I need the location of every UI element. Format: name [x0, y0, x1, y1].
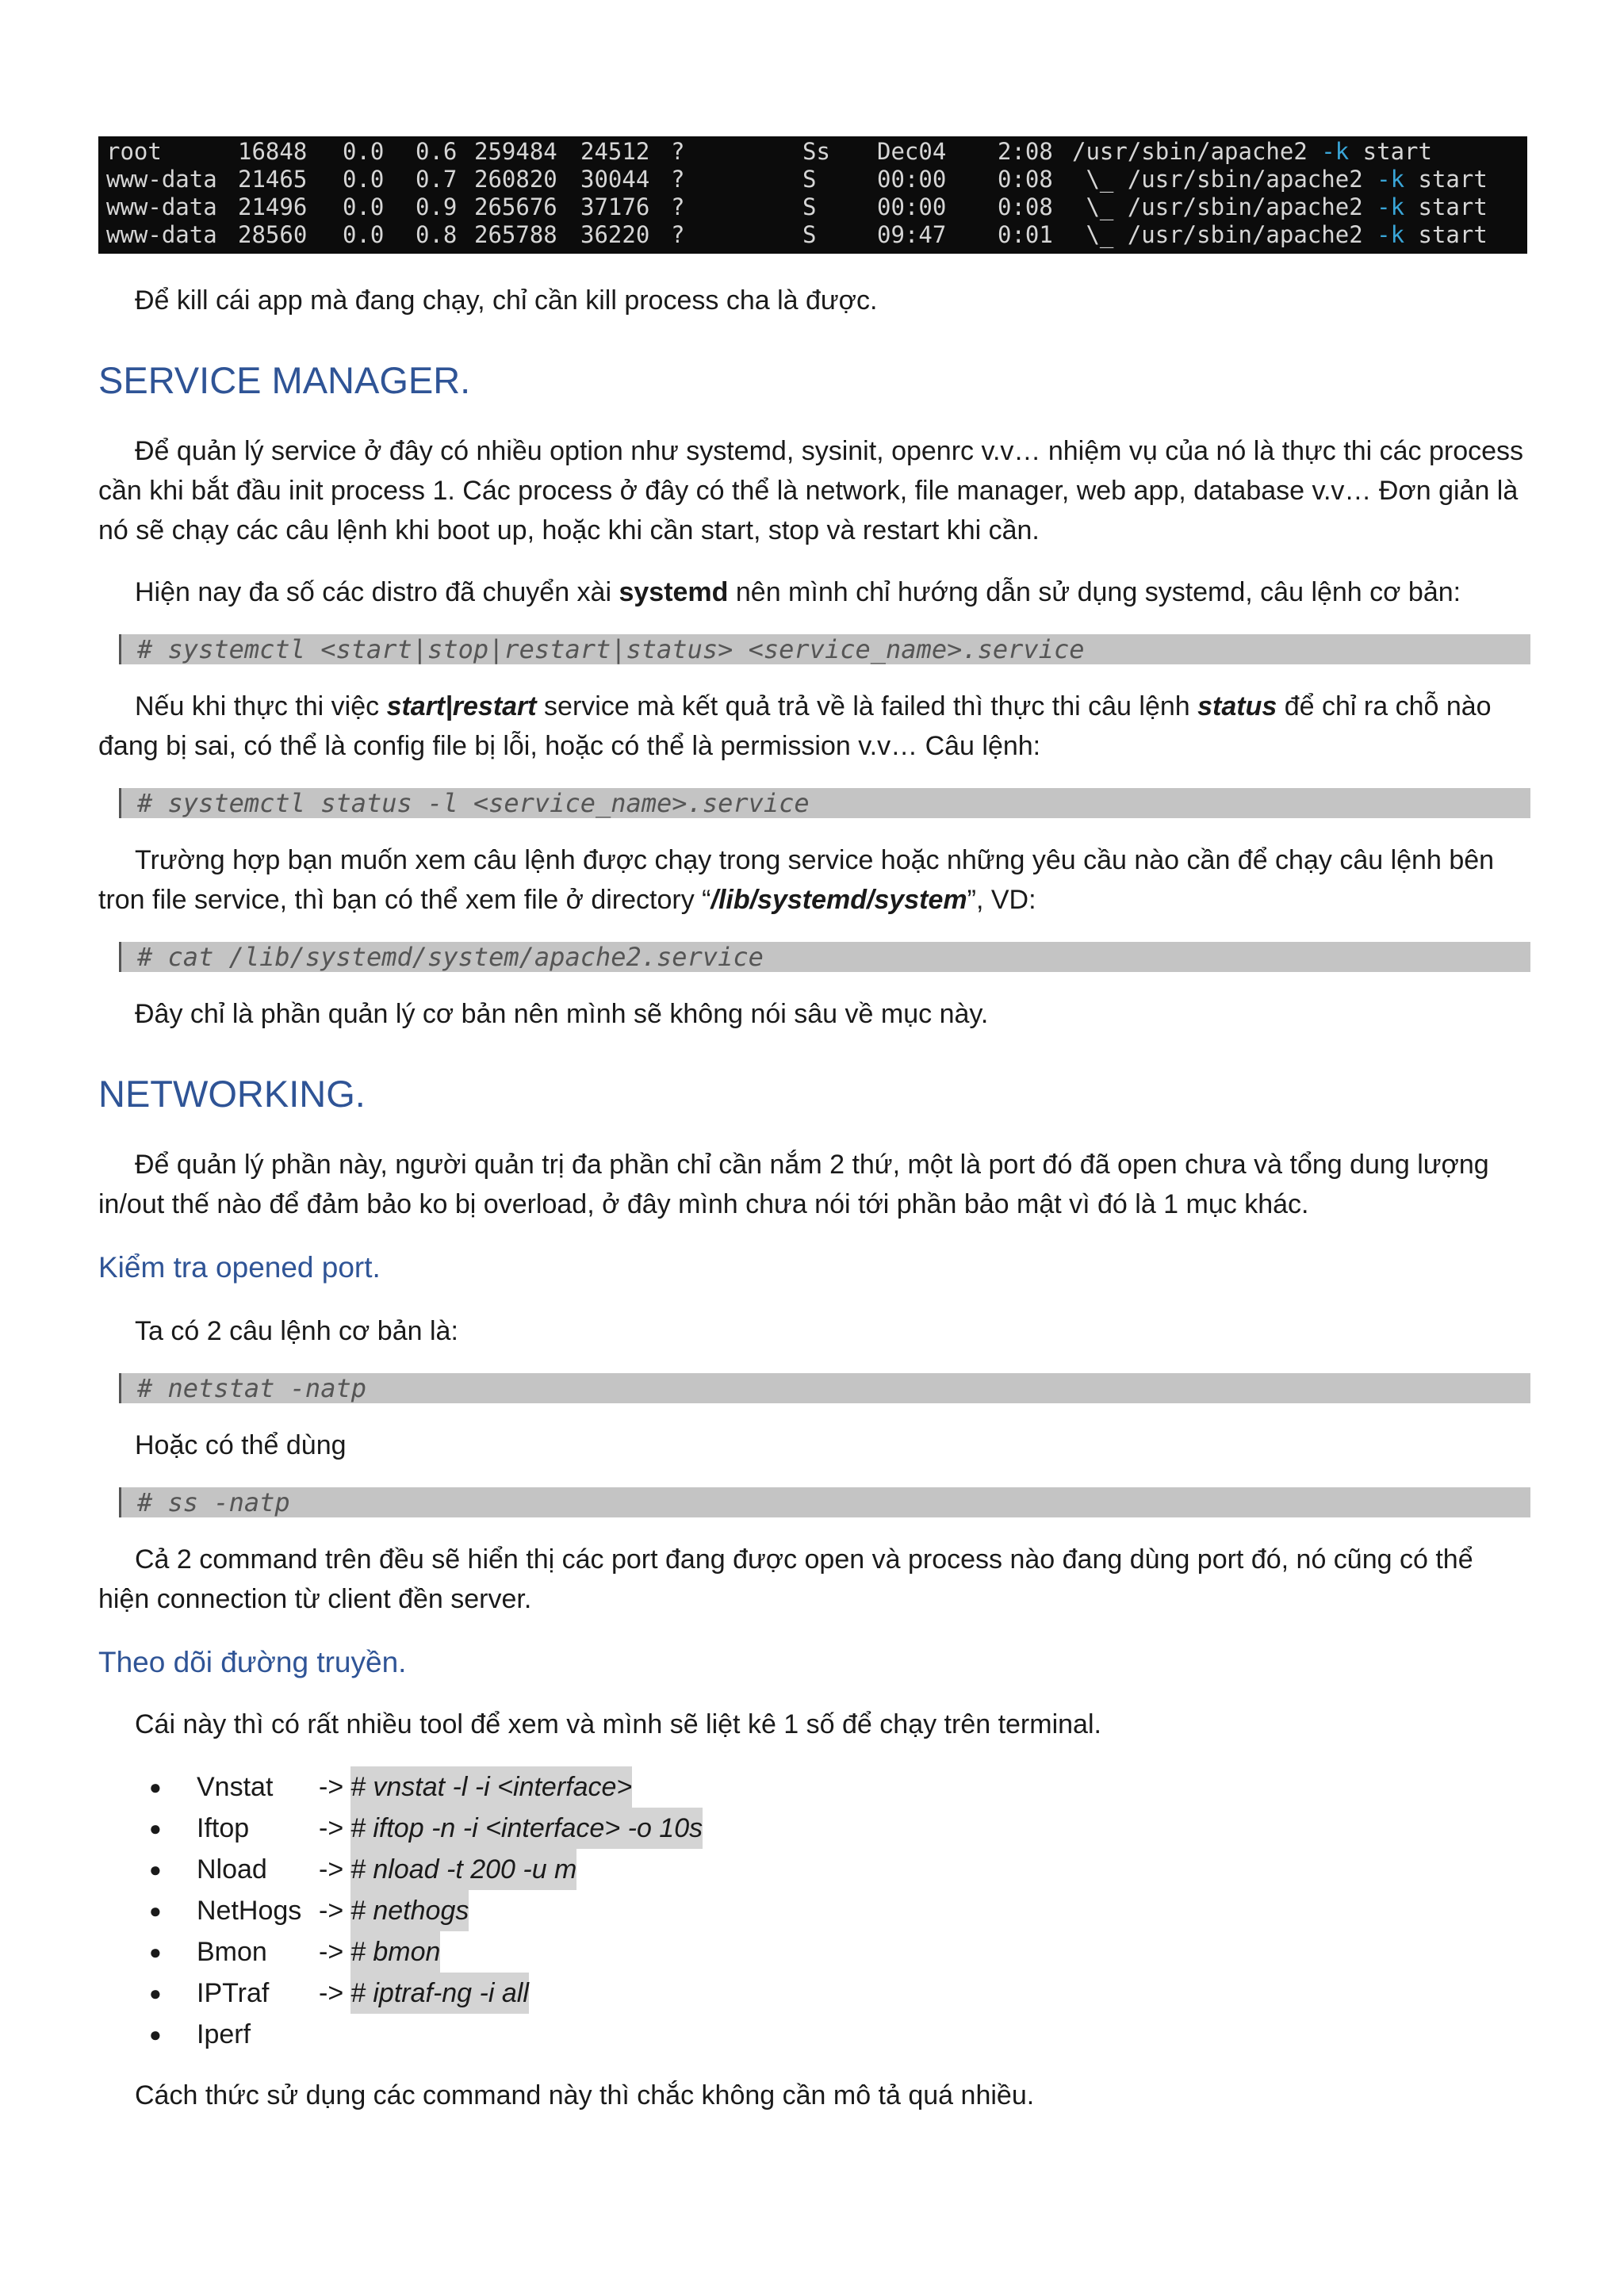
bullet-icon: ● [149, 1940, 162, 1964]
term-stat: Ss [802, 138, 830, 165]
tool-command: # iptraf-ng -i all [350, 1973, 529, 2014]
code-block-cat: # cat /lib/systemd/system/apache2.service [119, 942, 1530, 972]
paragraph-service-basic: Đây chỉ là phần quản lý cơ bản nên mình sẽ không nói sâu về mục này. [135, 999, 989, 1029]
term-tty: ? [671, 193, 685, 220]
tool-command: # bmon [350, 1931, 440, 1973]
paragraph-service-file [98, 840, 1529, 920]
bullet-icon: ● [149, 1981, 162, 2005]
term-time: 2:08 [998, 138, 1053, 165]
paragraph-kill: Để kill cái app mà đang chạy, chỉ cần kill process cha là được. [135, 285, 878, 316]
text-bold-italic: status [1197, 691, 1277, 721]
text: ”, VD: [967, 885, 1036, 915]
text: nên mình chỉ hướng dẫn sử dụng systemd, câu lệnh cơ bản: [728, 577, 1461, 607]
term-start: 09:47 [877, 221, 947, 248]
tool-command: # iftop -n -i <interface> -o 10s [350, 1808, 703, 1849]
paragraph-ports-intro: Ta có 2 câu lệnh cơ bản là: [135, 1316, 458, 1346]
term-vsz: 265788 [474, 221, 557, 248]
term-vsz: 265676 [474, 193, 557, 220]
text: service mà kết quả trả về là failed thì thực thi câu lệnh [536, 691, 1198, 721]
term-start: Dec04 [877, 138, 947, 165]
term-cmd-path: \_ /usr/sbin/apache2 [1072, 221, 1377, 248]
terminal-screenshot [98, 136, 1527, 254]
term-tty: ? [671, 166, 685, 193]
paragraph-service-intro: Để quản lý service ở đây có nhiều option như systemd, sysinit, openrc v.v… nhiệm vụ của nó là thực thi các process cần khi bắt đầu init process 1. Các process ở đây có thể là network, file manager, web app, database v.v… Đơn giản là nó sẽ chạy các câu lệnh khi boot up, hoặc khi cần start, stop và restart khi cần. [98, 436, 1524, 545]
term-stat: S [802, 166, 817, 193]
arrow: -> [319, 1813, 344, 1843]
term-flag: -k [1321, 138, 1350, 165]
paragraph-closing: Cách thức sử dụng các command này thì chắc không cần mô tả quá nhiều. [135, 2080, 1035, 2110]
term-cpu: 0.0 [343, 221, 385, 248]
term-start: 00:00 [877, 193, 947, 220]
term-time: 0:08 [998, 193, 1053, 220]
terminal-row [98, 221, 1488, 249]
text: để chỉ ra chỗ nào đang bị sai, có thể là config file bị lỗi, hoặc có thể là permission v.v… Câu lệnh: [98, 691, 1492, 761]
term-command [1072, 193, 1488, 221]
tool-name: Iperf [197, 2019, 251, 2049]
term-pid: 28560 [238, 221, 308, 248]
arrow: -> [319, 1854, 344, 1885]
term-mem: 0.9 [416, 193, 458, 220]
heading-traffic: Theo dõi đường truyền. [98, 1646, 407, 1678]
term-time: 0:08 [998, 166, 1053, 193]
code-block-netstat: # netstat -natp [119, 1373, 1530, 1403]
text: Trường hợp bạn muốn xem câu lệnh được chạy trong service hoặc những yêu cầu nào cần để chạy câu lệnh bên tron file service, thì bạn có thể xem file ở directory “ [98, 845, 1495, 915]
term-arg: start [1349, 138, 1432, 165]
arrow: -> [319, 1896, 344, 1926]
term-command [1072, 166, 1488, 193]
text: Nếu khi thực thi việc [135, 691, 387, 721]
term-command [1072, 138, 1432, 166]
paragraph-or-use: Hoặc có thể dùng [135, 1430, 347, 1460]
term-tty: ? [671, 221, 685, 248]
term-cmd-path: \_ /usr/sbin/apache2 [1072, 166, 1377, 193]
tool-name: Bmon [197, 1937, 267, 1967]
terminal-row [98, 138, 1432, 166]
terminal-row [98, 193, 1488, 221]
paragraph-status [98, 687, 1529, 766]
term-cmd-path: /usr/sbin/apache2 [1072, 138, 1322, 165]
term-user: www-data [106, 166, 217, 193]
paragraph-traffic-intro: Cái này thì có rất nhiều tool để xem và mình sẽ liệt kê 1 số để chạy trên terminal. [135, 1709, 1101, 1739]
term-user: root [106, 138, 162, 165]
heading-networking: NETWORKING. [98, 1073, 366, 1115]
term-pid: 21465 [238, 166, 308, 193]
term-mem: 0.8 [416, 221, 458, 248]
paragraph-systemd [98, 572, 1529, 612]
term-cpu: 0.0 [343, 166, 385, 193]
term-time: 0:01 [998, 221, 1053, 248]
term-command [1072, 221, 1488, 249]
term-stat: S [802, 221, 817, 248]
tool-name: NetHogs [197, 1896, 302, 1926]
term-vsz: 260820 [474, 166, 557, 193]
tool-name: Nload [197, 1854, 267, 1885]
code-block-status: # systemctl status -l <service_name>.service [119, 788, 1530, 818]
arrow: -> [319, 1937, 344, 1967]
tool-name: Iftop [197, 1813, 250, 1843]
term-flag: -k [1377, 166, 1405, 193]
terminal-row [98, 166, 1488, 193]
bullet-icon: ● [149, 2022, 162, 2046]
term-flag: -k [1377, 193, 1405, 220]
term-arg: start [1404, 193, 1488, 220]
term-pid: 16848 [238, 138, 308, 165]
tool-command: # nload -t 200 -u m [350, 1849, 576, 1890]
term-start: 00:00 [877, 166, 947, 193]
heading-service-manager: SERVICE MANAGER. [98, 359, 471, 401]
paragraph-network-intro: Để quản lý phần này, người quản trị đa phần chỉ cần nắm 2 thứ, một là port đó đã open chưa và tổng dung lượng in/out thế nào để đảm bảo ko bị overload, ở đây mình chưa nói tới phần bảo mật vì đó là 1 mục khác. [98, 1150, 1489, 1219]
bullet-icon: ● [149, 1775, 162, 1799]
heading-opened-port: Kiểm tra opened port. [98, 1251, 381, 1284]
tool-name: Vnstat [197, 1772, 274, 1802]
term-arg: start [1404, 221, 1488, 248]
tool-name: IPTraf [197, 1978, 270, 2008]
term-stat: S [802, 193, 817, 220]
arrow: -> [319, 1772, 344, 1802]
paragraph-ports-desc: Cả 2 command trên đều sẽ hiển thị các port đang được open và process nào đang dùng port đó, nó cũng có thể hiện connection từ client đền server. [98, 1544, 1473, 1614]
bullet-icon: ● [149, 1816, 162, 1840]
text: Hiện nay đa số các distro đã chuyển xài [135, 577, 619, 607]
term-arg: start [1404, 166, 1488, 193]
text-bold-italic: start|restart [386, 691, 537, 721]
text-bold: systemd [619, 577, 729, 607]
bullet-icon: ● [149, 1899, 162, 1923]
term-mem: 0.6 [416, 138, 458, 165]
term-rss: 30044 [580, 166, 650, 193]
term-vsz: 259484 [474, 138, 557, 165]
term-rss: 36220 [580, 221, 650, 248]
term-pid: 21496 [238, 193, 308, 220]
tool-command: # nethogs [350, 1890, 469, 1931]
tool-command: # vnstat -l -i <interface> [350, 1766, 632, 1808]
term-flag: -k [1377, 221, 1405, 248]
code-block-ss: # ss -natp [119, 1487, 1530, 1517]
term-mem: 0.7 [416, 166, 458, 193]
bullet-icon: ● [149, 1858, 162, 1881]
term-user: www-data [106, 193, 217, 220]
term-cpu: 0.0 [343, 138, 385, 165]
code-block-systemctl: # systemctl <start|stop|restart|status> <service_name>.service [119, 634, 1530, 664]
arrow: -> [319, 1978, 344, 2008]
text-bold-italic: /lib/systemd/system [710, 885, 967, 915]
term-tty: ? [671, 138, 685, 165]
term-rss: 37176 [580, 193, 650, 220]
term-rss: 24512 [580, 138, 650, 165]
term-user: www-data [106, 221, 217, 248]
term-cmd-path: \_ /usr/sbin/apache2 [1072, 193, 1377, 220]
term-cpu: 0.0 [343, 193, 385, 220]
